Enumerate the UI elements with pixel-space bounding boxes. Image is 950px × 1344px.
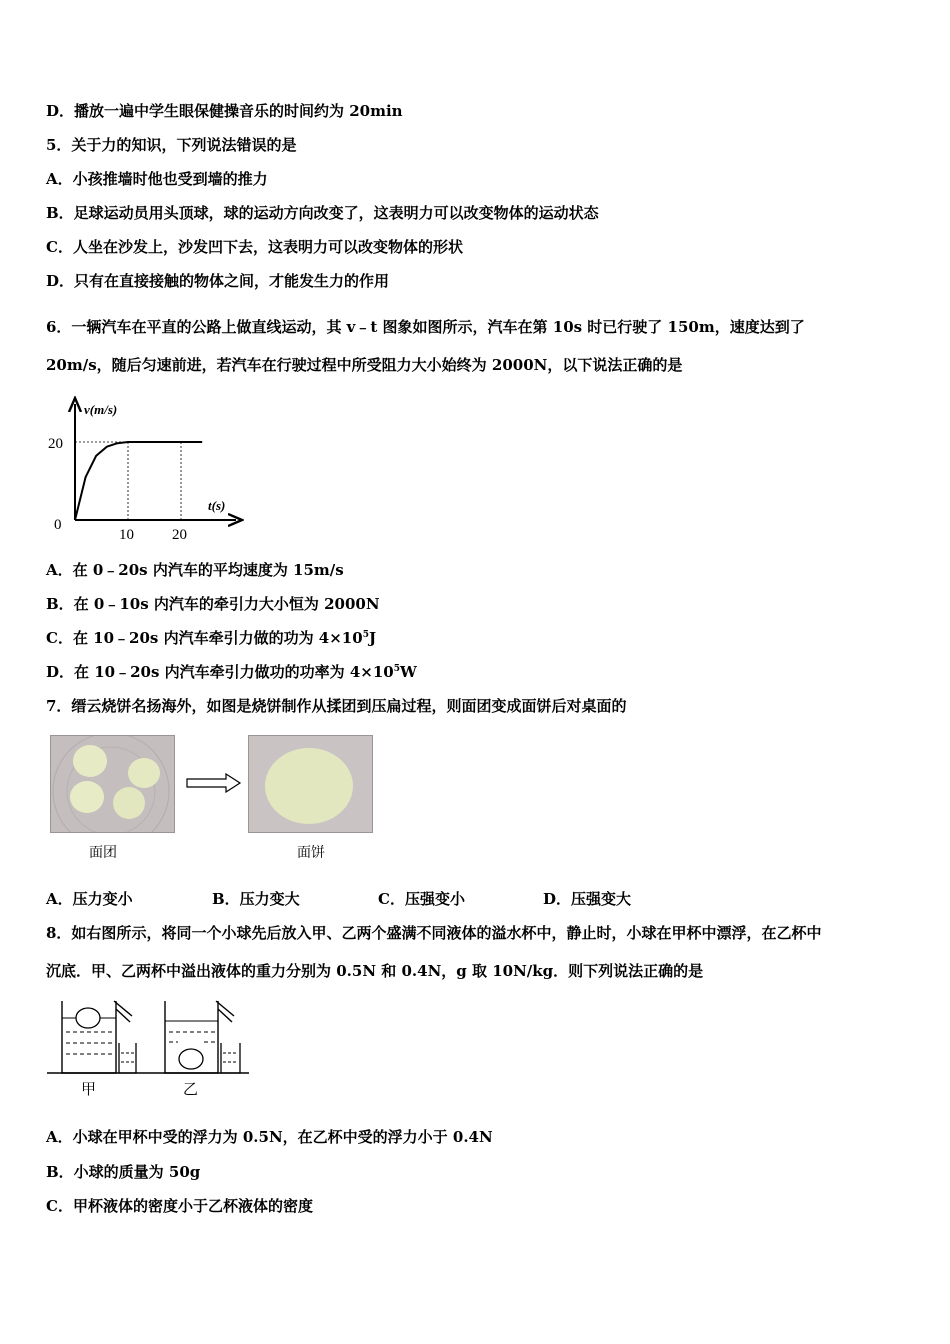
q6-option-a: A．在 0﹣20s 内汽车的平均速度为 15m/s (46, 561, 344, 579)
q4-option-d: D．播放一遍中学生眼保健操音乐的时间约为 20min (46, 102, 403, 120)
q6-option-b: B．在 0﹣10s 内汽车的牵引力大小恒为 2000N (46, 595, 380, 613)
cup-yi (165, 1001, 240, 1073)
y-axis-label: v(m/s) (84, 402, 118, 417)
caption-flat-dough: 面饼 (297, 845, 325, 861)
q6-stem-line1: 6．一辆汽车在平直的公路上做直线运动，其 v﹣t 图象如图所示，汽车在第 10s 时已行驶了 150m，速度达到了 (46, 318, 805, 336)
q8-option-a: A．小球在甲杯中受的浮力为 0.5N，在乙杯中受的浮力小于 0.4N (46, 1128, 493, 1146)
q7-stem: 7．缙云烧饼名扬海外，如图是烧饼制作从揉团到压扁过程，则面团变成面饼后对桌面的 (46, 697, 627, 715)
q7-option-a: A．压力变小 (46, 890, 133, 908)
q5-stem: 5．关于力的知识，下列说法错误的是 (46, 136, 297, 154)
q8-stem-line2: 沉底．甲、乙两杯中溢出液体的重力分别为 0.5N 和 0.4N，g 取 10N/kg．则下列说法正确的是 (46, 962, 704, 980)
right-arrow-icon (186, 773, 242, 793)
q7-option-c: C．压强变小 (378, 890, 465, 908)
x-tick-label-0: 10 (119, 527, 134, 543)
q5-option-d: D．只有在直接接触的物体之间，才能发生力的作用 (46, 272, 390, 290)
caption-dough-ball: 面团 (89, 845, 117, 861)
overflow-cups-diagram (44, 996, 254, 1100)
series-line-v (75, 442, 202, 520)
q7-option-d: D．压强变大 (543, 890, 632, 908)
q5-option-b: B．足球运动员用头顶球，球的运动方向改变了，这表明力可以改变物体的运动状态 (46, 204, 599, 222)
origin-label: 0 (54, 517, 62, 533)
q5-option-a: A．小孩推墙时他也受到墙的推力 (46, 170, 268, 188)
q5-option-c: C．人坐在沙发上，沙发凹下去，这表明力可以改变物体的形状 (46, 238, 463, 256)
label-jia: 甲 (81, 1080, 97, 1098)
dough-balls-photo (50, 735, 175, 833)
vt-chart (44, 396, 244, 548)
q8-option-c: C．甲杯液体的密度小于乙杯液体的密度 (46, 1197, 313, 1215)
q6-option-d: D．在 10﹣20s 内汽车牵引力做功的功率为 $4\times 10^5W$ (46, 663, 417, 681)
q8-stem-line1: 8．如右图所示，将同一个小球先后放入甲、乙两个盛满不同液体的溢水杯中，静止时，小球在甲杯中漂浮，在乙杯中 (46, 924, 822, 942)
flat-dough-photo (248, 735, 373, 833)
q8-option-b: B．小球的质量为 50g (46, 1163, 201, 1181)
cup-jia (62, 1001, 136, 1073)
x-tick-label-1: 20 (172, 527, 187, 543)
y-tick-label-0: 20 (48, 436, 63, 452)
x-axis-label: t(s) (208, 498, 226, 513)
q7-option-b: B．压力变大 (212, 890, 300, 908)
q6-stem-line2: 20m/s，随后匀速前进，若汽车在行驶过程中所受阻力大小始终为 2000N，以下说法正确的是 (46, 356, 683, 374)
label-yi: 乙 (183, 1080, 199, 1098)
q6-option-c: C．在 10﹣20s 内汽车牵引力做的功为 $4\times 10^5J$ (46, 629, 377, 647)
